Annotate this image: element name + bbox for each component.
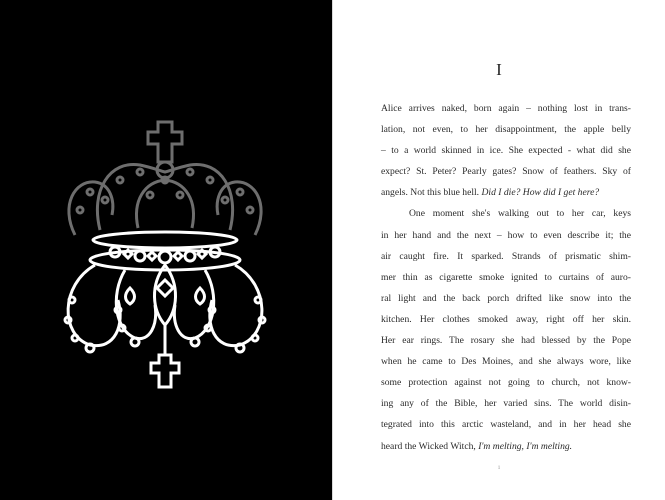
text-line: when he came to Des Moines, and she always wore, like <box>381 356 631 368</box>
italic-quote: I'm melting, I'm melting. <box>478 440 573 452</box>
paragraph-2 <box>381 203 631 456</box>
page-number: 1 <box>497 466 501 471</box>
text-line: mer thin as cigarette smoke ignited to curtains of auro- <box>381 271 631 283</box>
text-line: tegrated into this arctic wasteland, and in her head she <box>381 419 631 431</box>
text-line: kitchen. Her clothes smoked away, right off her skin. <box>381 313 631 325</box>
right-page <box>333 0 665 500</box>
text-line: expect? St. Peter? Pearly gates? Snow of feathers. Sky of <box>381 166 631 178</box>
text-line: ing any of the Bible, her varied sins. The world disin- <box>381 398 631 410</box>
text-line: air caught fire. It sparked. Strands of prismatic shim- <box>381 250 631 262</box>
text-line <box>381 436 631 457</box>
text-line: Alice arrives naked, born again – nothing lost in trans- <box>381 103 631 114</box>
text-line: One moment she's walking out to her car, keys <box>409 208 631 220</box>
text-line: some protection against not going to church, not know- <box>381 377 631 389</box>
left-page <box>0 0 332 500</box>
chapter-numeral: I <box>496 60 502 79</box>
text-line: – to a world skinned in ice. She expected - what did she <box>381 145 631 157</box>
text-run: heard the Wicked Witch, <box>381 440 479 452</box>
text-line: ral light and the back porch drifted like snow into the <box>381 292 631 304</box>
body-text <box>381 98 631 457</box>
text-line <box>381 182 631 203</box>
text-line: Her ear rings. The rosary she had blessed by the Pope <box>381 335 631 347</box>
text-line: lation, not even, to her disappointment, the apple belly <box>381 124 631 136</box>
text-line: in her hand and the next – how to even describe it; the <box>381 229 631 241</box>
back-crown-outline <box>69 122 261 235</box>
paragraph-1 <box>381 98 631 203</box>
front-crown-outline <box>65 232 265 387</box>
text-run: angels. Not this blue hell. <box>381 187 482 199</box>
crown-icon <box>40 110 290 400</box>
italic-thought: Did I die? How did I get here? <box>481 187 600 199</box>
